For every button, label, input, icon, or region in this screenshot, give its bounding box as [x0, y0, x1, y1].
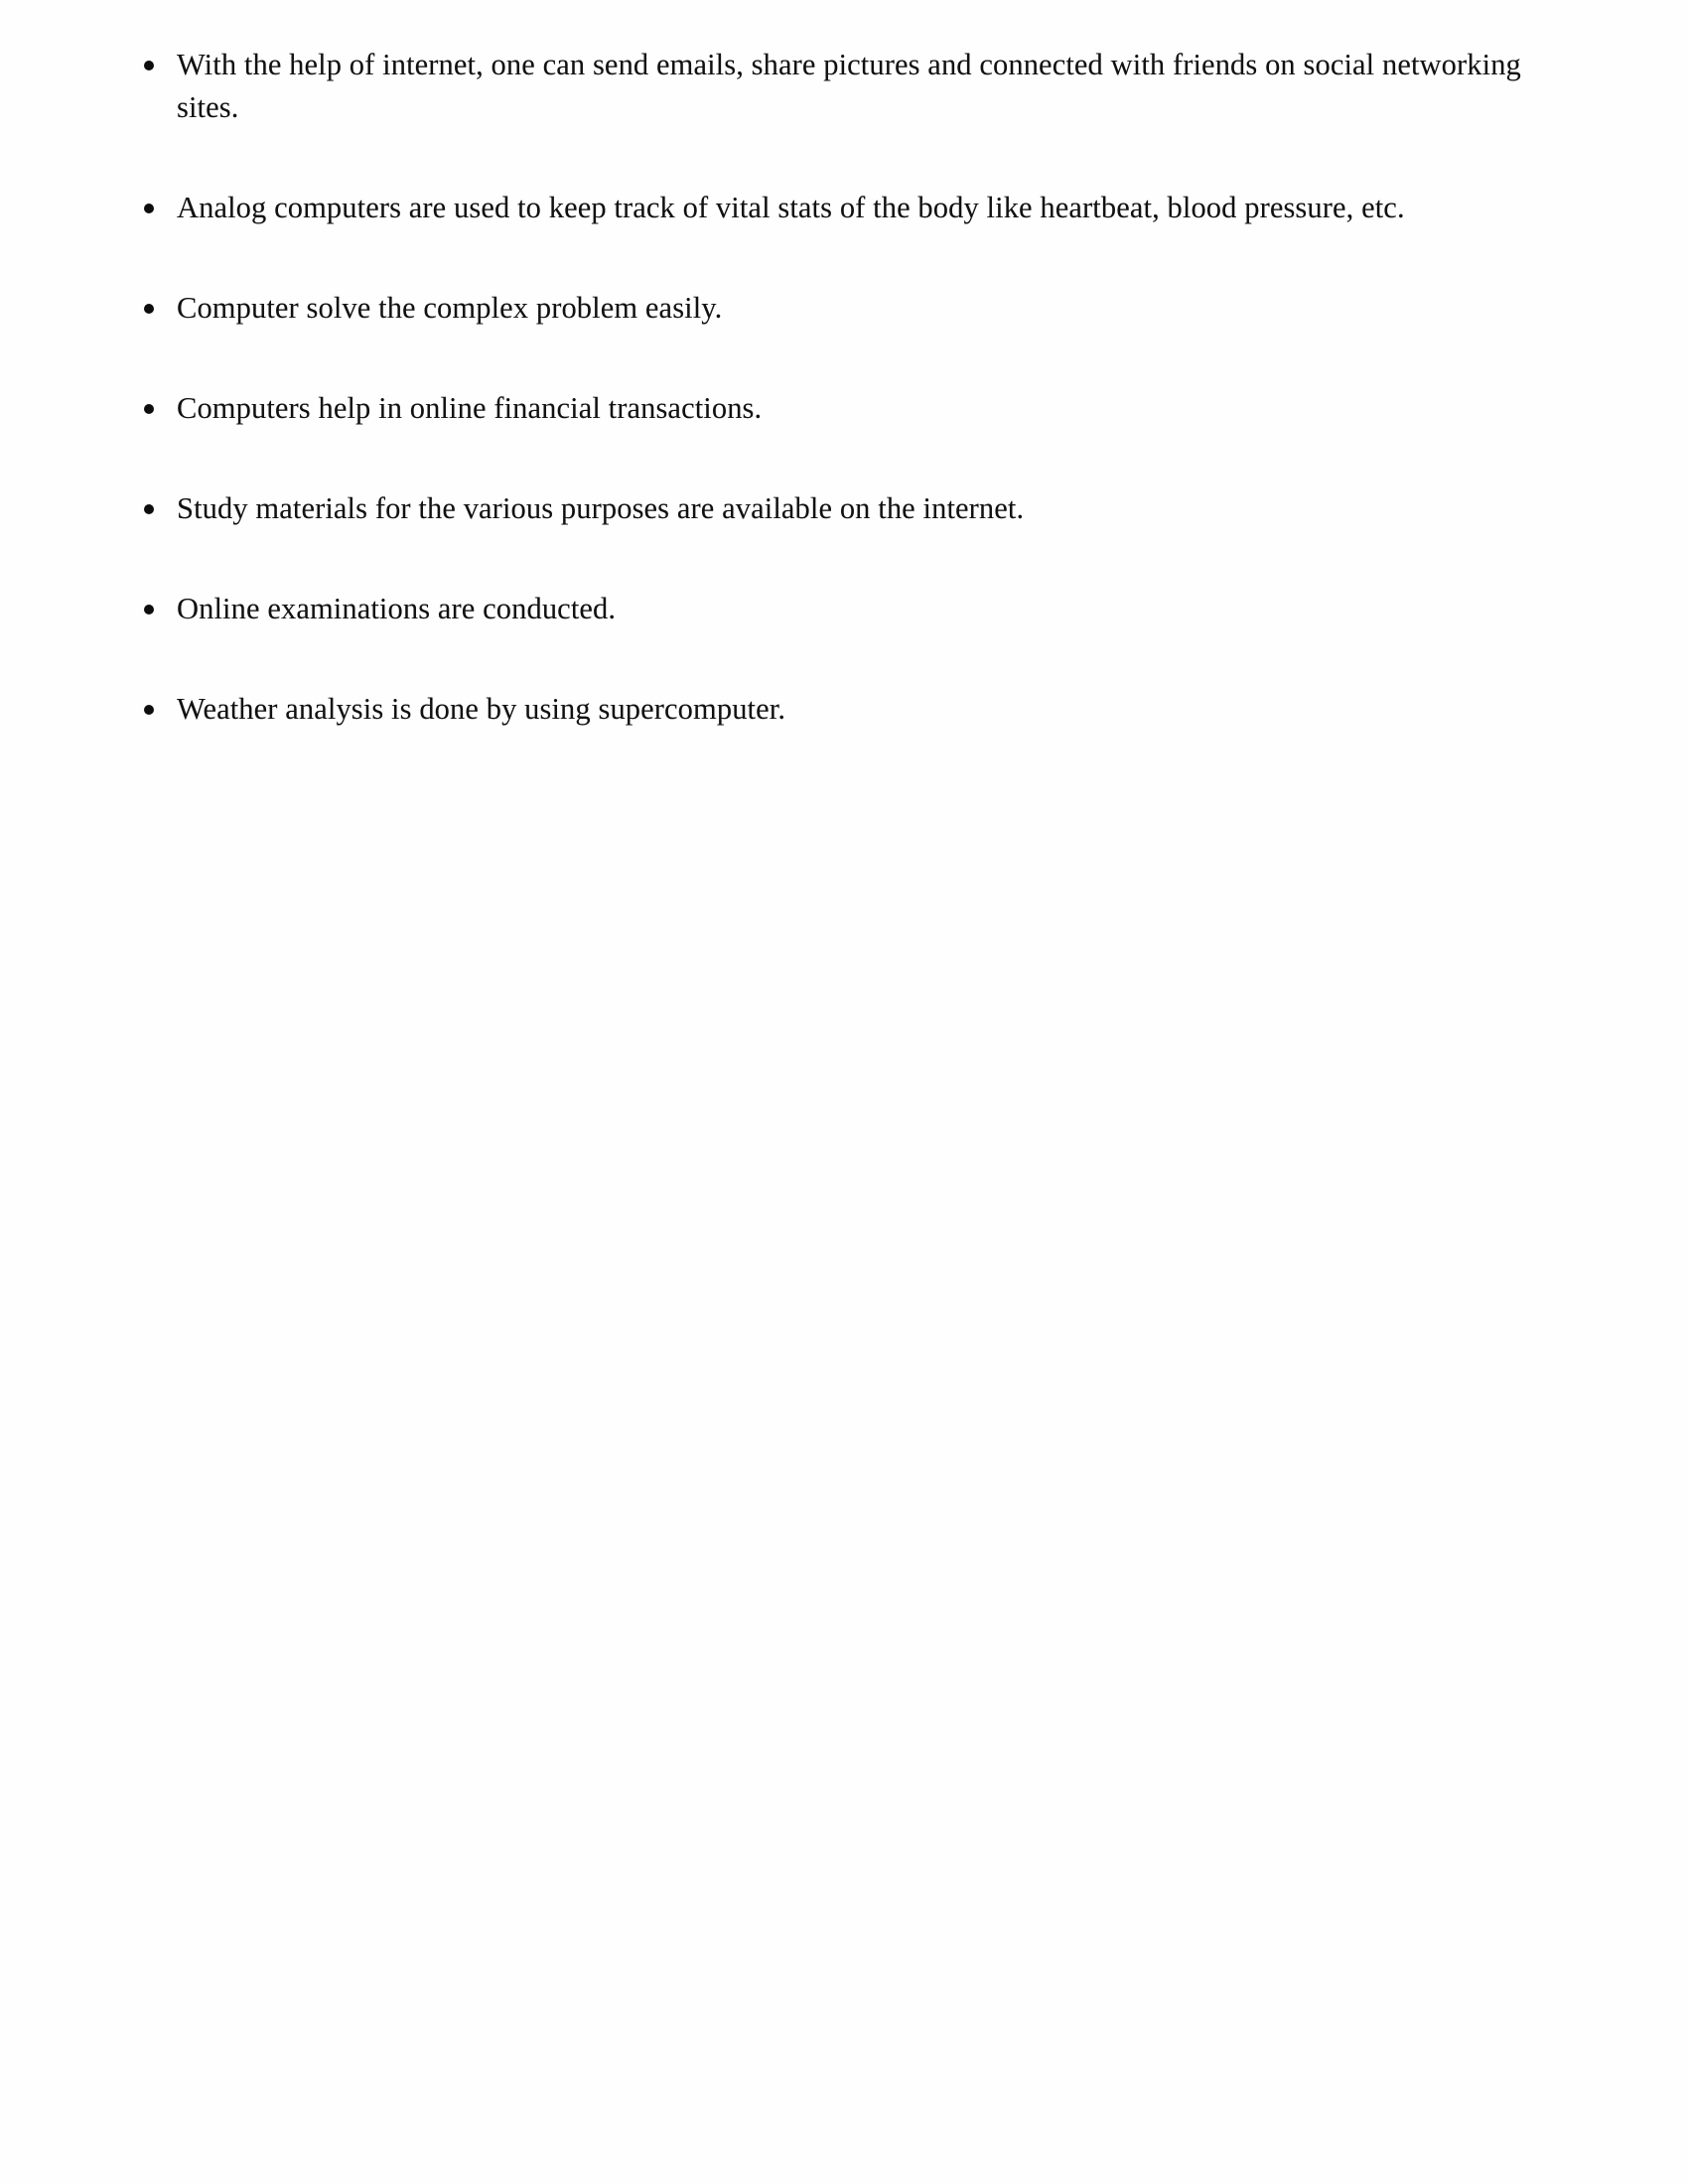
bullet-point-icon: [144, 605, 154, 614]
bullet-list: [0, 44, 1688, 731]
list-item: [0, 187, 1688, 229]
bullet-point-icon: [144, 705, 154, 715]
list-item: [0, 487, 1688, 530]
list-item: [0, 588, 1688, 630]
list-item-text: Computer solve the complex problem easily.: [177, 291, 723, 325]
bullet-point-icon: [144, 204, 154, 213]
bullet-point-icon: [144, 304, 154, 314]
list-item: [0, 287, 1688, 330]
list-item-text: Weather analysis is done by using supercomputer.: [177, 692, 786, 726]
list-item-text: Analog computers are used to keep track of vital stats of the body like heartbeat, blood pressure, etc.: [177, 191, 1405, 224]
bullet-point-icon: [144, 504, 154, 514]
bullet-point-icon: [144, 404, 154, 414]
list-item-text: Computers help in online financial transactions.: [177, 391, 763, 425]
list-item-text: With the help of internet, one can send emails, share pictures and connected with friends on social networking sites.: [177, 48, 1521, 124]
list-item: [0, 44, 1688, 129]
document-body: [0, 0, 1688, 731]
bullet-point-icon: [144, 61, 154, 70]
list-item: [0, 387, 1688, 430]
list-item-text: Online examinations are conducted.: [177, 592, 617, 625]
list-item: [0, 688, 1688, 731]
list-item-text: Study materials for the various purposes are available on the internet.: [177, 491, 1025, 525]
